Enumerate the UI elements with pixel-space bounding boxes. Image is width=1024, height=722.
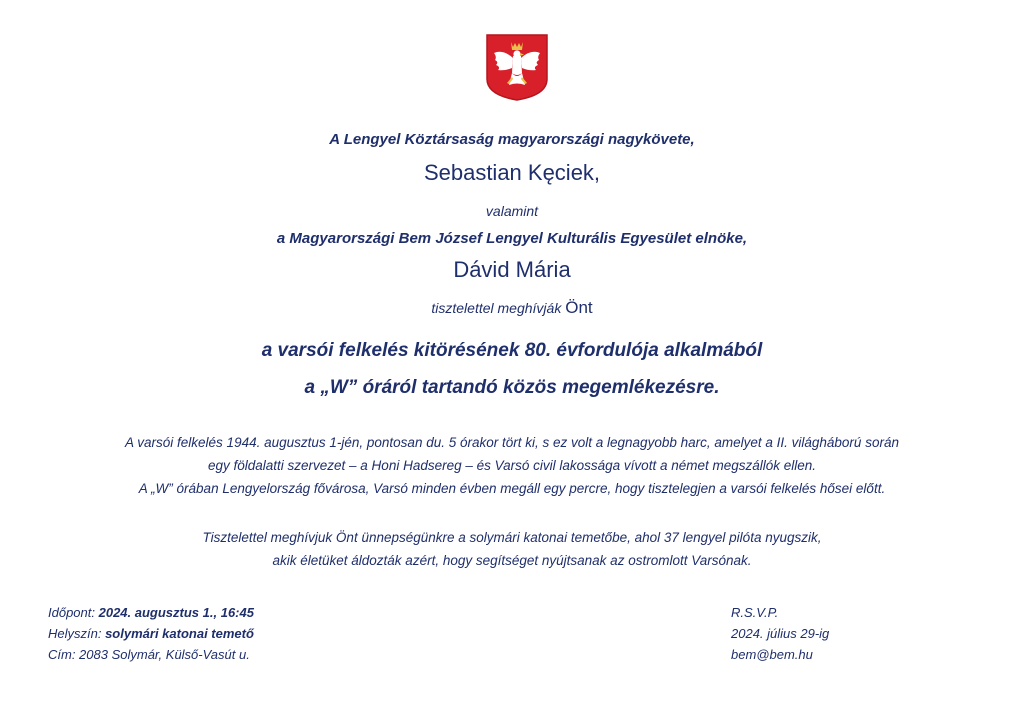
headline-1: a varsói felkelés kitörésének 80. évfordulója alkalmából [261, 340, 763, 361]
invitation-paragraph-line-2: akik életüket áldozták azért, hogy segítséget nyújtsanak az ostromlott Varsónak. [272, 553, 752, 568]
history-line-3: A „W” órában Lengyelország fővárosa, Varsó minden évben megáll egy percre, hogy tisztelegjen a varsói felkelés hősei előtt. [138, 481, 886, 496]
president-name: Dávid Mária [453, 257, 571, 282]
invitation-paragraph-line-1: Tisztelettel meghívjuk Önt ünnepségünkre a solymári katonai temetőbe, ahol 37 lengyel pilóta nyugszik, [202, 530, 822, 545]
conjunction-text: valamint [485, 203, 539, 219]
history-line-1: A varsói felkelés 1944. augusztus 1-jén, pontosan du. 5 órakor tört ki, s ez volt a legnagyobb harc, amelyet a II. világháború során [125, 435, 899, 450]
invite-line [0, 298, 1024, 318]
headline-2: a „W” óráról tartandó közös megemlékezésre. [304, 377, 720, 398]
time-row [48, 602, 254, 623]
address-row: Cím: 2083 Solymár, Külső-Vasút u. [48, 647, 250, 662]
history-line-2: egy földalatti szervezet – a Honi Hadsereg – és Varsó civil lakossága vívott a német megszállók ellen. [207, 458, 817, 473]
place-label: Helyszín: [48, 626, 106, 641]
rsvp-label: R.S.V.P. [731, 605, 779, 620]
polish-eagle-crest-icon [485, 33, 549, 102]
rsvp-block [731, 602, 829, 665]
president-title: a Magyarországi Bem József Lengyel Kulturális Egyesület elnöke, [276, 230, 748, 247]
time-label: Időpont: [48, 605, 99, 620]
ambassador-name: Sebastian Kęciek, [423, 160, 601, 185]
rsvp-deadline: 2024. július 29-ig [731, 626, 830, 641]
place-row [48, 623, 254, 644]
invite-word: Önt [565, 298, 593, 317]
event-details [48, 602, 254, 665]
invite-prefix: tisztelettel meghívják [431, 300, 566, 316]
ambassador-title: A Lengyel Köztársaság magyarországi nagykövete, [329, 131, 695, 148]
time-value: 2024. augusztus 1., 16:45 [98, 605, 254, 620]
rsvp-email[interactable]: bem@bem.hu [731, 647, 813, 662]
place-value: solymári katonai temető [105, 626, 254, 641]
